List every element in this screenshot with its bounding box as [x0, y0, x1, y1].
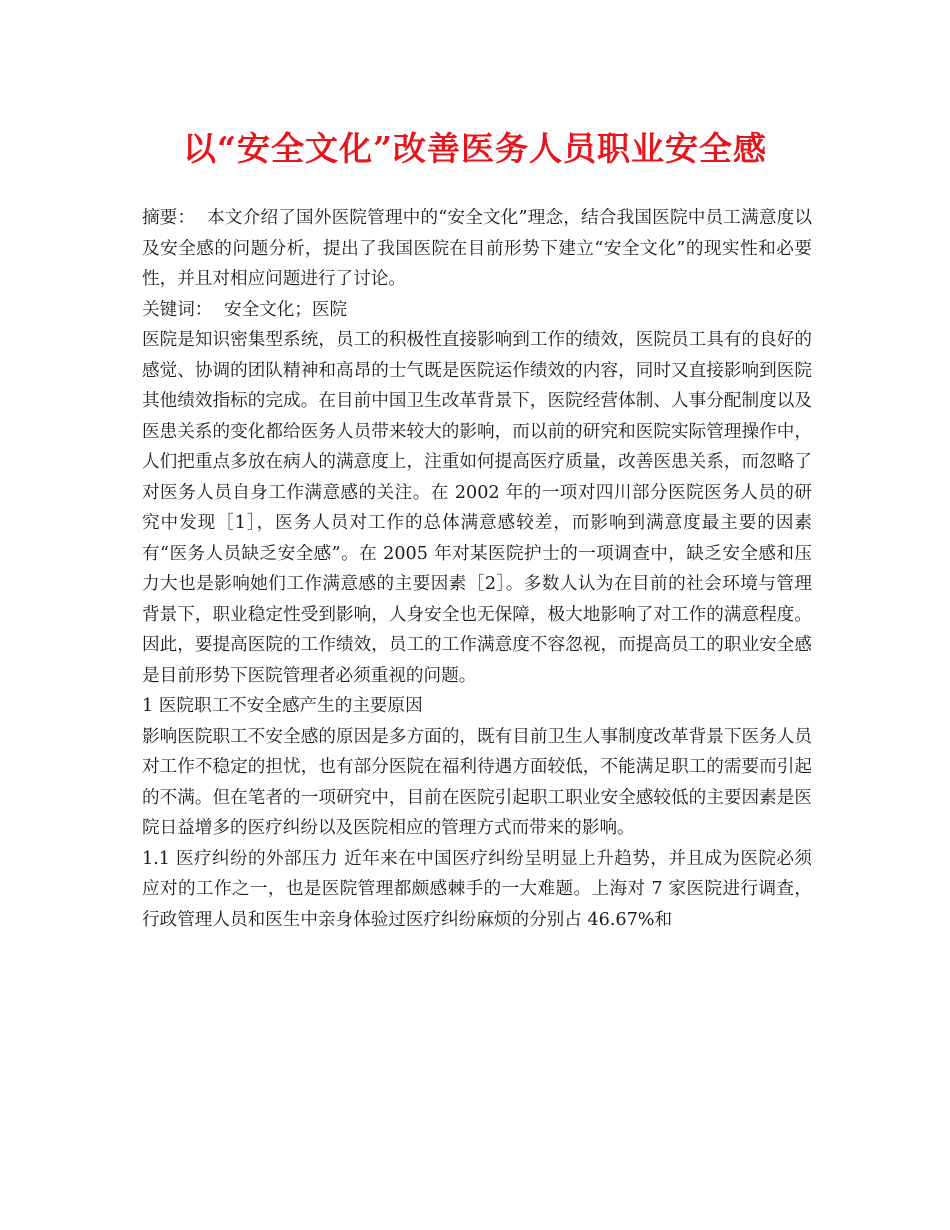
paragraph-disputes: 1.1 医疗纠纷的外部压力 近年来在中国医疗纠纷呈明显上升趋势，并且成为医院必须应对的工作之一，也是医院管理都颇感棘手的一大难题。上海对 7 家医院进行调查，行政管理人员和医生中亲身体验过医疗纠纷麻烦的分别占 46.67%和	[142, 848, 812, 930]
keywords	[142, 295, 812, 326]
paragraph-intro: 医院是知识密集型系统，员工的积极性直接影响到工作的绩效，医院员工具有的良好的感觉、协调的团队精神和高昂的士气既是医院运作绩效的内容，同时又直接影响到医院其他绩效指标的完成。在目前中国卫生改革背景下，医院经营体制、人事分配制度以及医患关系的变化都给医务人员带来较大的影响，而以前的研究和医院实际管理操作中，人们把重点多放在病人的满意度上，注重如何提高医疗质量，改善医患关系，而忽略了对医务人员自身工作满意感的关注。在 2002 年的一项对四川部分医院医务人员的研究中发现［1］，医务人员对工作的总体满意感较差，而影响到满意度最主要的因素有“医务人员缺乏安全感”。在 2005 年对某医院护士的一项调查中，缺乏安全感和压力大也是影响她们工作满意感的主要因素［2］。多数人认为在目前的社会环境与管理背景下，职业稳定性受到影响，人身安全也无保障，极大地影响了对工作的满意程度。因此，要提高医院的工作绩效，员工的工作满意度不容忽视，而提高员工的职业安全感是目前形势下医院管理者必须重视的问题。	[142, 330, 812, 686]
abstract	[142, 203, 812, 295]
keywords-text: 安全文化；医院	[223, 299, 348, 320]
keywords-label: 关键词：	[142, 299, 213, 320]
paragraph-causes: 影响医院职工不安全感的原因是多方面的，既有目前卫生人事制度改革背景下医务人员对工作不稳定的担忧，也有部分医院在福利待遇方面较低，不能满足职工的需要而引起的不满。但在笔者的一项研究中，目前在医院引起职工职业安全感较低的主要因素是医院日益增多的医疗纠纷以及医院相应的管理方式而带来的影响。	[142, 726, 812, 838]
abstract-text: 本文介绍了国外医院管理中的“安全文化”理念，结合我国医院中员工满意度以及安全感的问题分析，提出了我国医院在目前形势下建立“安全文化”的现实性和必要性，并且对相应问题进行了讨论。	[142, 208, 812, 289]
section-heading-1: 1 医院职工不安全感产生的主要原因	[142, 696, 423, 716]
document-body	[142, 203, 812, 935]
document-title: 以“安全文化”改善医务人员职业安全感	[183, 129, 767, 168]
abstract-label: 摘要：	[142, 208, 196, 228]
